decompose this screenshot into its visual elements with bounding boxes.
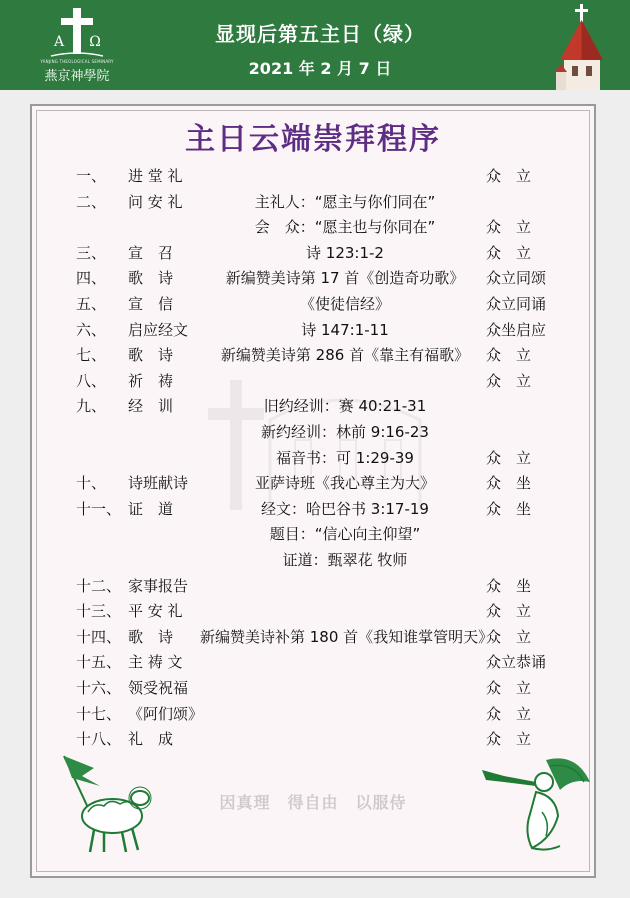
program-row-response: 众 立 [486, 167, 532, 185]
program-row-response: 众 立 [486, 704, 532, 723]
program-row [0, 549, 630, 573]
program-row-number: 八、 [76, 371, 107, 390]
service-date: 2021 年 2 月 7 日 [248, 59, 392, 78]
program-row-response: 众 立 [486, 627, 532, 646]
program-row-content: 新编赞美诗第 17 首《创造奇功歌》 [225, 269, 465, 288]
program-row-response: 众 坐 [486, 576, 532, 595]
program-row-item: 主 祷 文 [128, 653, 183, 672]
program-row [0, 293, 630, 317]
program-row-item: 家事报告 [128, 576, 189, 595]
program-row-item: 平 安 礼 [128, 602, 183, 621]
program-row [0, 242, 630, 266]
program-row-content: 经文：哈巴谷书 3:17-19 [261, 499, 429, 518]
program-row-response: 众 立 [486, 218, 532, 237]
program-row-item: 宣 信 [128, 295, 174, 313]
program-row-response: 众立同颂 [486, 269, 547, 288]
program-row-item: 歌 诗 [128, 627, 174, 646]
program-row [0, 395, 630, 419]
program-row-number: 四、 [76, 269, 107, 288]
logo-english-name: YANJING THEOLOGICAL SEMINARY [40, 59, 114, 64]
program-row-content: 《使徒信经》 [299, 295, 390, 313]
program-row-content: 新编赞美诗补第 180 首《我知谁掌管明天》 [200, 627, 494, 646]
program-row-response: 众 立 [486, 602, 532, 621]
program-row-content: 主礼人：“愿主与你们同在” [254, 192, 436, 211]
program-row [0, 165, 630, 189]
logo-chinese-name: 燕京神學院 [44, 69, 110, 84]
program-row-item: 歌 诗 [128, 346, 174, 365]
program-row-content: 会 众：“愿主也与你同在” [254, 218, 436, 237]
program-row-number: 十八、 [76, 730, 122, 749]
program-title: 主日云端崇拜程序 [185, 122, 441, 157]
program-row-number: 三、 [76, 243, 107, 262]
program-row-item: 启应经文 [128, 320, 189, 339]
liturgical-day-title: 显现后第五主日（绿） [215, 22, 425, 46]
program-row-item: 领受祝福 [128, 679, 189, 697]
program-row [0, 447, 630, 471]
seminary-logo [36, 6, 118, 86]
program-row-item: 证 道 [128, 499, 174, 518]
program-row-number: 九、 [76, 397, 107, 416]
program-row-response: 众 立 [486, 243, 532, 262]
seminary-motto: 因真理 得自由 以服侍 [219, 793, 407, 812]
program-row-content: 新编赞美诗第 286 首《靠主有福歌》 [220, 346, 470, 365]
program-row [0, 370, 630, 394]
program-row-item: 祈 祷 [128, 371, 174, 390]
program-row [0, 677, 630, 701]
program-row-response: 众 立 [486, 679, 532, 697]
program-row-response: 众立恭诵 [486, 653, 547, 672]
program-row-response: 众 立 [486, 448, 532, 467]
program-row-content: 题目：“信心向主仰望” [269, 525, 421, 544]
program-row-response: 众坐启应 [486, 320, 547, 339]
program-row-item: 宣 召 [128, 243, 174, 262]
program-row [0, 472, 630, 496]
program-row [0, 600, 630, 624]
program-row [0, 498, 630, 522]
program-row-number: 七、 [76, 346, 107, 365]
program-row-number: 十五、 [76, 653, 122, 672]
church-steeple-icon [552, 4, 612, 90]
program-row-number: 一、 [76, 167, 107, 185]
program-row-content: 新约经训：林前 9:16-23 [261, 423, 429, 441]
program-row [0, 651, 630, 675]
program-row-item: 礼 成 [128, 730, 174, 749]
program-row-number: 二、 [76, 192, 107, 211]
program-row-response: 众 立 [486, 346, 532, 365]
program-row-number: 十二、 [76, 576, 122, 595]
program-row [0, 523, 630, 547]
program-row-content: 旧约经训：赛 40:21-31 [263, 397, 427, 416]
program-row-number: 六、 [76, 320, 107, 339]
program-row-item: 进 堂 礼 [128, 167, 183, 185]
angel-with-trumpet-icon [476, 752, 596, 856]
program-row-item: 问 安 礼 [128, 192, 183, 211]
program-row [0, 191, 630, 215]
omega-glyph: Ω [89, 34, 101, 50]
program-row-response: 众立同诵 [486, 295, 547, 313]
program-row [0, 216, 630, 240]
program-row-content: 证道：甄翠花 牧师 [282, 551, 408, 569]
program-row [0, 421, 630, 445]
program-row-number: 十、 [76, 474, 107, 493]
program-row [0, 575, 630, 599]
program-row-number: 十三、 [76, 602, 122, 621]
program-row-content: 亚萨诗班《我心尊主为大》 [254, 474, 435, 493]
program-row-item: 经 训 [128, 397, 174, 416]
lamb-with-banner-icon [50, 752, 160, 856]
program-row [0, 344, 630, 368]
program-row-content: 诗 123:1-2 [306, 243, 384, 262]
alpha-glyph: A [53, 34, 65, 50]
program-row [0, 703, 630, 727]
program-row-content: 福音书：可 1:29-39 [276, 448, 414, 467]
program-row-number: 五、 [76, 295, 107, 313]
cross-alpha-omega-icon [47, 6, 107, 58]
program-row-number: 十七、 [76, 704, 122, 723]
program-row-response: 众 坐 [486, 499, 532, 518]
program-row-response: 众 立 [486, 371, 532, 390]
program-row [0, 626, 630, 650]
program-row-response: 众 立 [486, 730, 532, 749]
program-row-item: 歌 诗 [128, 269, 174, 288]
program-row-item: 《阿们颂》 [128, 704, 204, 723]
program-row [0, 319, 630, 343]
program-row-number: 十一、 [76, 499, 122, 518]
program-row-number: 十四、 [76, 627, 122, 646]
program-row-response: 众 坐 [486, 474, 532, 493]
program-row [0, 267, 630, 291]
program-row [0, 728, 630, 752]
program-row-item: 诗班献诗 [128, 474, 189, 493]
program-row-number: 十六、 [76, 679, 122, 697]
program-row-content: 诗 147:1-11 [301, 320, 389, 339]
header-banner [0, 0, 630, 90]
